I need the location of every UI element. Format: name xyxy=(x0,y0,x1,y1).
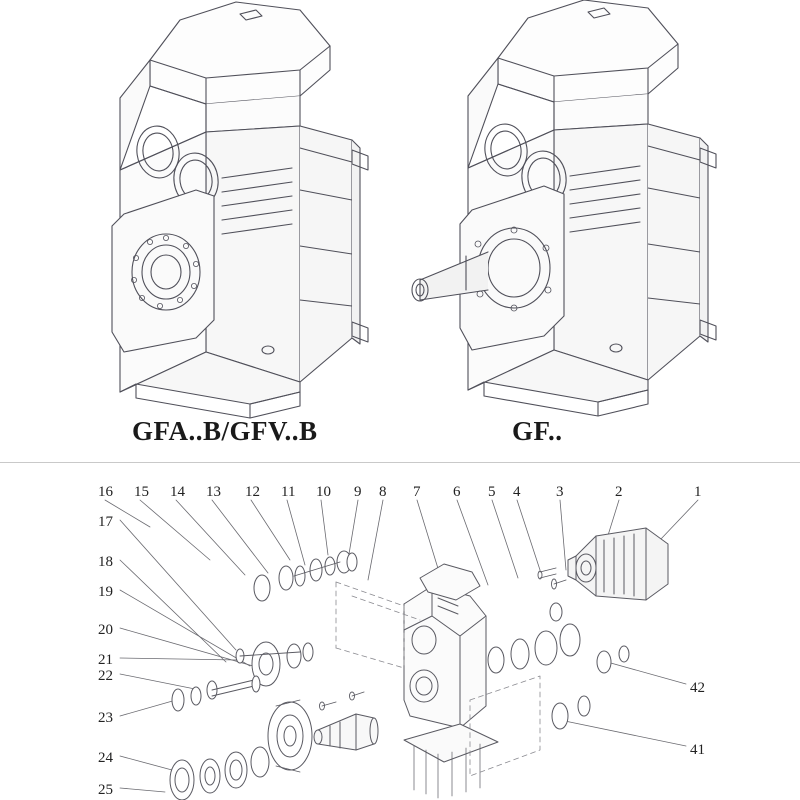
callout-number-9: 9 xyxy=(354,484,362,500)
callout-number-42: 42 xyxy=(690,680,705,696)
callout-number-24: 24 xyxy=(98,750,113,766)
callout-number-21: 21 xyxy=(98,652,113,668)
callout-number-7: 7 xyxy=(413,484,421,500)
callout-number-6: 6 xyxy=(453,484,461,500)
callout-number-13: 13 xyxy=(206,484,221,500)
callout-number-5: 5 xyxy=(488,484,496,500)
callout-number-11: 11 xyxy=(281,484,296,500)
callout-number-16: 16 xyxy=(98,484,113,500)
callout-number-19: 19 xyxy=(98,584,113,600)
figure-gf xyxy=(412,0,716,416)
callout-number-4: 4 xyxy=(513,484,521,500)
figure-exploded xyxy=(105,500,698,800)
figure-caption-right: GF.. xyxy=(512,416,563,446)
callout-number-8: 8 xyxy=(379,484,387,500)
callout-number-2: 2 xyxy=(615,484,623,500)
callout-number-20: 20 xyxy=(98,622,113,638)
figure-gfa-b-gfv-b xyxy=(112,2,368,418)
callout-number-1: 1 xyxy=(694,484,702,500)
callout-number-25: 25 xyxy=(98,782,113,798)
callout-number-18: 18 xyxy=(98,554,113,570)
callout-number-22: 22 xyxy=(98,668,113,684)
callout-number-41: 41 xyxy=(690,742,705,758)
callout-number-14: 14 xyxy=(170,484,185,500)
callout-number-10: 10 xyxy=(316,484,331,500)
callout-number-12: 12 xyxy=(245,484,260,500)
figure-caption-left: GFA..B/GFV..B xyxy=(132,416,318,446)
callout-number-3: 3 xyxy=(556,484,564,500)
callout-number-17: 17 xyxy=(98,514,113,530)
section-divider xyxy=(0,462,800,463)
callout-number-23: 23 xyxy=(98,710,113,726)
callout-number-15: 15 xyxy=(134,484,149,500)
